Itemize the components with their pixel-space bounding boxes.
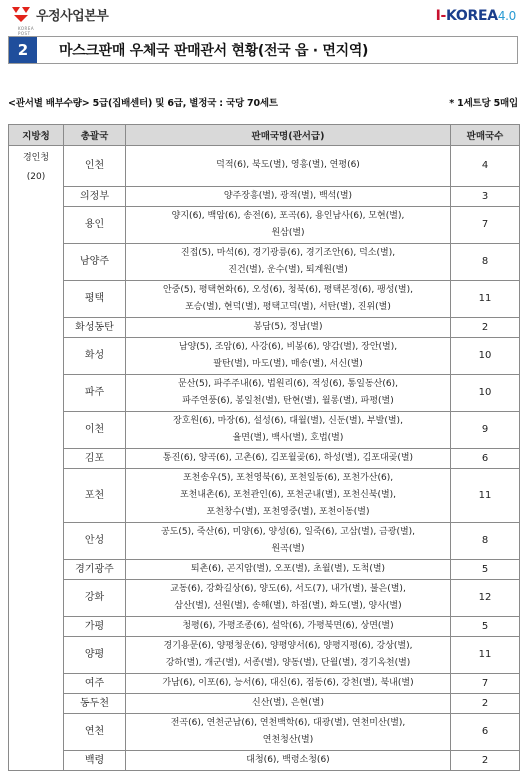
office-list	[126, 468, 451, 522]
region-cell-empty	[9, 337, 64, 374]
office-list	[126, 337, 451, 374]
office-line: 장호원(6), 마장(6), 설성(6), 대월(별), 신둔(별), 부발(별),	[173, 415, 403, 426]
office-count: 2	[451, 750, 520, 770]
office-line: 포승(별), 현덕(별), 평택고덕(별), 서탄(별), 진위(별)	[185, 301, 391, 312]
office-count: 7	[451, 673, 520, 693]
table-row	[9, 337, 520, 374]
hub-office: 의정부	[64, 186, 126, 206]
office-list	[126, 616, 451, 636]
distribution-note-right: * 1세트당 5매입	[449, 98, 518, 109]
office-line: 덕적(6), 북도(별), 영흥(별), 연평(6)	[216, 160, 360, 171]
office-line: 진건(별), 운수(별), 퇴계원(별)	[228, 264, 348, 275]
hub-office: 여주	[64, 673, 126, 693]
region-cell	[9, 146, 64, 187]
hub-office: 연천	[64, 713, 126, 750]
office-list	[126, 750, 451, 770]
office-line: 신산(별), 은현(별)	[252, 697, 324, 708]
table-row	[9, 522, 520, 559]
section-title-bar	[8, 36, 518, 64]
office-line: 율면(별), 백사(별), 호법(별)	[232, 432, 344, 443]
region-cell-empty	[9, 559, 64, 579]
distribution-note-left: <관서별 배부수량> 5급(집배센터) 및 6급, 별정국 : 국당 70세트	[8, 98, 278, 109]
region-cell-empty	[9, 448, 64, 468]
office-count: 11	[451, 280, 520, 317]
office-line: 양지(6), 백암(6), 송전(6), 포곡(6), 용인남사(6), 모현(별),	[171, 210, 405, 221]
office-count: 6	[451, 713, 520, 750]
table-row	[9, 317, 520, 337]
office-count: 9	[451, 411, 520, 448]
korea-post-logo	[10, 4, 109, 36]
office-line: 원곡(별)	[271, 543, 305, 554]
region-cell-empty	[9, 522, 64, 559]
table-row	[9, 280, 520, 317]
office-list	[126, 243, 451, 280]
region-cell-empty	[9, 579, 64, 616]
region-cell-empty	[9, 673, 64, 693]
region-cell-empty	[9, 693, 64, 713]
section-title: 마스크판매 우체국 판매관서 현황(전국 읍 · 면지역)	[59, 43, 369, 59]
table-row	[9, 673, 520, 693]
office-line: 양주장흥(별), 광적(별), 백석(별)	[223, 190, 353, 201]
office-line: 팔탄(별), 마도(별), 매송(별), 서신(별)	[213, 358, 363, 369]
region-cell-empty	[9, 468, 64, 522]
office-line: 공도(5), 죽산(6), 미양(6), 양성(6), 일죽(6), 고삼(별), 금광(별),	[160, 526, 416, 537]
office-count: 8	[451, 243, 520, 280]
table-row	[9, 713, 520, 750]
sales-office-table	[8, 124, 520, 771]
office-count: 10	[451, 374, 520, 411]
hub-office: 강화	[64, 579, 126, 616]
office-line: 파주연풍(6), 봉일천(별), 탄현(별), 월롱(별), 파평(별)	[182, 395, 394, 406]
office-line: 연천청산(별)	[262, 734, 314, 745]
office-list	[126, 673, 451, 693]
office-count: 2	[451, 317, 520, 337]
office-count: 11	[451, 636, 520, 673]
office-list	[126, 559, 451, 579]
table-header-row	[9, 125, 520, 146]
office-list	[126, 186, 451, 206]
table-row	[9, 146, 520, 187]
region-cell-empty	[9, 636, 64, 673]
office-count: 3	[451, 186, 520, 206]
office-list	[126, 411, 451, 448]
office-count: 8	[451, 522, 520, 559]
office-count: 4	[451, 146, 520, 187]
office-list	[126, 317, 451, 337]
office-line: 강하(별), 개군(별), 서종(별), 양동(별), 단월(별), 경기옥천(별)	[165, 657, 411, 668]
distribution-note	[8, 95, 518, 109]
page-header	[0, 0, 528, 36]
region-cell-empty	[9, 750, 64, 770]
hub-office: 포천	[64, 468, 126, 522]
table-row	[9, 579, 520, 616]
office-line: 퇴촌(6), 곤지암(별), 오포(별), 초월(별), 도척(별)	[190, 563, 386, 574]
office-list	[126, 206, 451, 243]
logo-subtext: KOREA POST	[18, 26, 35, 36]
office-list	[126, 713, 451, 750]
hub-office: 양평	[64, 636, 126, 673]
office-line: 남양(5), 조암(6), 사강(6), 비봉(6), 양감(별), 장안(별),	[178, 341, 398, 352]
region-cell-empty	[9, 713, 64, 750]
header-count: 판매국수	[451, 125, 520, 146]
office-line: 문산(5), 파주주내(6), 법원리(6), 적성(6), 통일동산(6),	[178, 378, 398, 389]
office-list	[126, 448, 451, 468]
i-korea-brand: I-KOREA4.0	[435, 8, 516, 24]
hub-office: 안성	[64, 522, 126, 559]
office-list	[126, 693, 451, 713]
office-count: 5	[451, 559, 520, 579]
hub-office: 백령	[64, 750, 126, 770]
office-list	[126, 280, 451, 317]
hub-office: 파주	[64, 374, 126, 411]
logo-text: 우정사업본부	[36, 8, 109, 24]
office-count: 6	[451, 448, 520, 468]
office-list	[126, 522, 451, 559]
hub-office: 화성동탄	[64, 317, 126, 337]
region-cell-empty	[9, 280, 64, 317]
office-count: 12	[451, 579, 520, 616]
office-line: 청평(6), 가평조종(6), 설악(6), 가평북면(6), 상면(별)	[182, 620, 394, 631]
office-line: 대청(6), 백령소청(6)	[246, 754, 330, 765]
office-line: 통진(6), 양곡(6), 고촌(6), 김포월곶(6), 하성(별), 김포대곶(별)	[162, 452, 414, 463]
header-hub: 총괄국	[64, 125, 126, 146]
table-row	[9, 186, 520, 206]
hub-office: 용인	[64, 206, 126, 243]
region-cell-empty	[9, 616, 64, 636]
hub-office: 인천	[64, 146, 126, 187]
section-number: 2	[9, 37, 37, 63]
office-line: 포천송우(5), 포천영북(6), 포천일동(6), 포천가산(6),	[182, 472, 394, 483]
office-line: 포천내촌(6), 포천관인(6), 포천군내(별), 포천신북(별),	[179, 489, 397, 500]
office-line: 경기용문(6), 양평청운(6), 양평양서(6), 양평지평(6), 강상(별),	[163, 640, 413, 651]
region-cell-empty	[9, 186, 64, 206]
table-row	[9, 448, 520, 468]
office-list	[126, 636, 451, 673]
office-line: 진접(5), 마석(6), 경기광릉(6), 경기조안(6), 덕소(별),	[180, 247, 396, 258]
office-line: 가남(6), 이포(6), 능서(6), 대신(6), 점동(6), 강천(별), 북내(별)	[162, 677, 414, 688]
region-name: 경인청	[22, 153, 50, 163]
office-line: 삼산(별), 선원(별), 송해(별), 하점(별), 화도(별), 양사(별)	[174, 600, 402, 611]
region-cell-empty	[9, 206, 64, 243]
office-count: 2	[451, 693, 520, 713]
korea-post-logo-icon	[10, 4, 35, 36]
region-cell-empty	[9, 243, 64, 280]
office-list	[126, 146, 451, 187]
office-line: 안중(5), 평택현화(6), 오성(6), 청북(6), 평택본정(6), 팽성(별),	[162, 284, 414, 295]
hub-office: 평택	[64, 280, 126, 317]
table-row	[9, 206, 520, 243]
office-line: 교동(6), 강화길상(6), 양도(6), 서도(7), 내가(별), 불은(별),	[170, 583, 406, 594]
table-row	[9, 616, 520, 636]
table-row	[9, 243, 520, 280]
office-count: 10	[451, 337, 520, 374]
hub-office: 남양주	[64, 243, 126, 280]
region-cell-empty	[9, 317, 64, 337]
table-row	[9, 750, 520, 770]
hub-office: 동두천	[64, 693, 126, 713]
office-line: 봉담(5), 정남(별)	[253, 321, 323, 332]
table-row	[9, 411, 520, 448]
table-row	[9, 559, 520, 579]
hub-office: 김포	[64, 448, 126, 468]
hub-office: 가평	[64, 616, 126, 636]
office-line: 원삼(별)	[271, 227, 305, 238]
office-line: 포천창수(별), 포천영중(별), 포천이동(별)	[206, 506, 370, 517]
table-row	[9, 693, 520, 713]
header-offices: 판매국명(관서급)	[126, 125, 451, 146]
hub-office: 이천	[64, 411, 126, 448]
office-count: 11	[451, 468, 520, 522]
office-list	[126, 579, 451, 616]
region-cell-empty	[9, 411, 64, 448]
office-count: 7	[451, 206, 520, 243]
office-list	[126, 374, 451, 411]
header-region: 지방청	[9, 125, 64, 146]
office-line: 전곡(6), 연천군남(6), 연천백학(6), 대광(별), 연천미산(별),	[170, 717, 406, 728]
office-count: 5	[451, 616, 520, 636]
region-cell-empty	[9, 374, 64, 411]
region-count: (20)	[26, 172, 46, 182]
table-row	[9, 636, 520, 673]
hub-office: 경기광주	[64, 559, 126, 579]
table-row	[9, 374, 520, 411]
hub-office: 화성	[64, 337, 126, 374]
table-row	[9, 468, 520, 522]
